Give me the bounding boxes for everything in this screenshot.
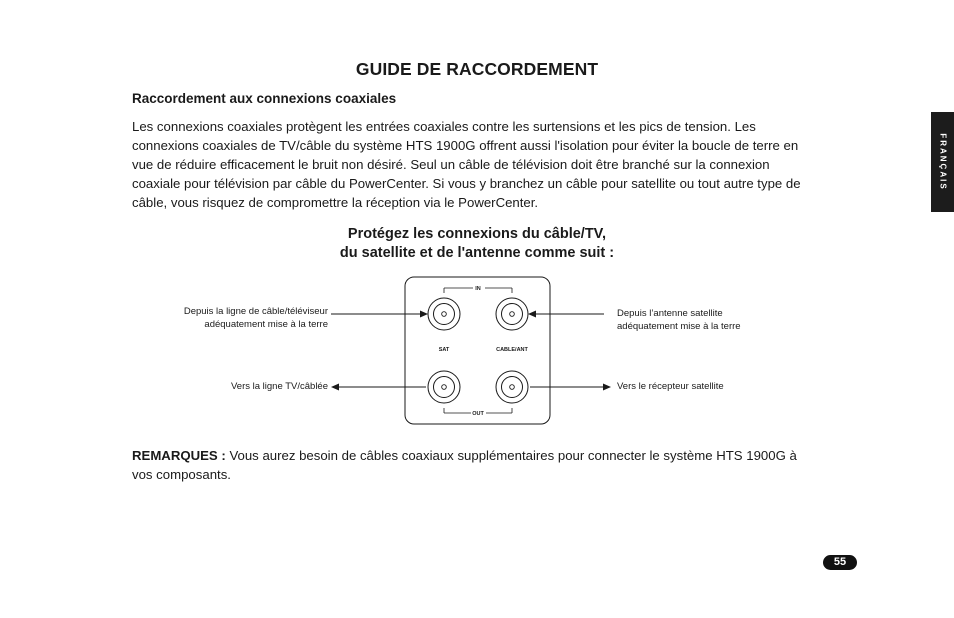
callout-right-top-line-2: adéquatement mise à la terre bbox=[617, 321, 741, 332]
diagram-subtitle bbox=[0, 225, 954, 263]
notes-paragraph bbox=[132, 446, 812, 484]
callout-left-top-line-1: Depuis la ligne de câble/téléviseur bbox=[183, 306, 328, 317]
intro-paragraph: Les connexions coaxiales protègent les entrées coaxiales contre les surtensions et les pics de tension. Les connexions coaxiales de TV/câble du système HTS 1900G offrent aussi l'isolation pour éviter la boucle de terre en vue de réduire efficacement le bruit non désiré. Seul un câble de télévision doit être branché sur la connexion coaxiale pour télévision par câble du PowerCenter. Si vous y branchez un câble pour satellite ou tout autre type de câble, vous risquez de compromettre la réception via le PowerCenter. bbox=[132, 119, 801, 210]
coaxial-connection-diagram bbox=[0, 270, 954, 430]
cable-ant-label: CABLE/ANT bbox=[496, 347, 528, 353]
connector-cable-ant-in bbox=[496, 298, 528, 330]
notes-label: REMARQUES : bbox=[132, 448, 226, 463]
callout-left-bottom: Vers la ligne TV/câblée bbox=[231, 381, 328, 392]
notes-text: Vous aurez besoin de câbles coaxiaux supplémentaires pour connecter le système HTS 1900G à vos composants. bbox=[132, 448, 797, 482]
callout-left-top-line-2: adéquatement mise à la terre bbox=[204, 319, 328, 330]
language-tab bbox=[931, 112, 954, 212]
out-label: OUT bbox=[472, 411, 484, 417]
connector-sat-out bbox=[428, 371, 460, 403]
section-title: Raccordement aux connexions coaxiales bbox=[132, 91, 397, 106]
coaxial-panel bbox=[405, 277, 550, 424]
subtitle-line-1: Protégez les connexions du câble/TV, bbox=[347, 226, 607, 242]
subtitle-line-2: du satellite et de l'antenne comme suit : bbox=[339, 245, 615, 261]
callout-right-top-line-1: Depuis l’antenne satellite bbox=[617, 308, 723, 319]
page-number-badge: 55 bbox=[823, 555, 857, 570]
sat-label: SAT bbox=[438, 347, 450, 353]
in-label: IN bbox=[475, 286, 481, 292]
page-title: GUIDE DE RACCORDEMENT bbox=[355, 59, 599, 79]
connector-sat-in bbox=[428, 298, 460, 330]
callout-right-bottom: Vers le récepteur satellite bbox=[617, 381, 724, 392]
connector-cable-ant-out bbox=[496, 371, 528, 403]
language-tab-label: FRANÇAIS bbox=[938, 133, 947, 191]
